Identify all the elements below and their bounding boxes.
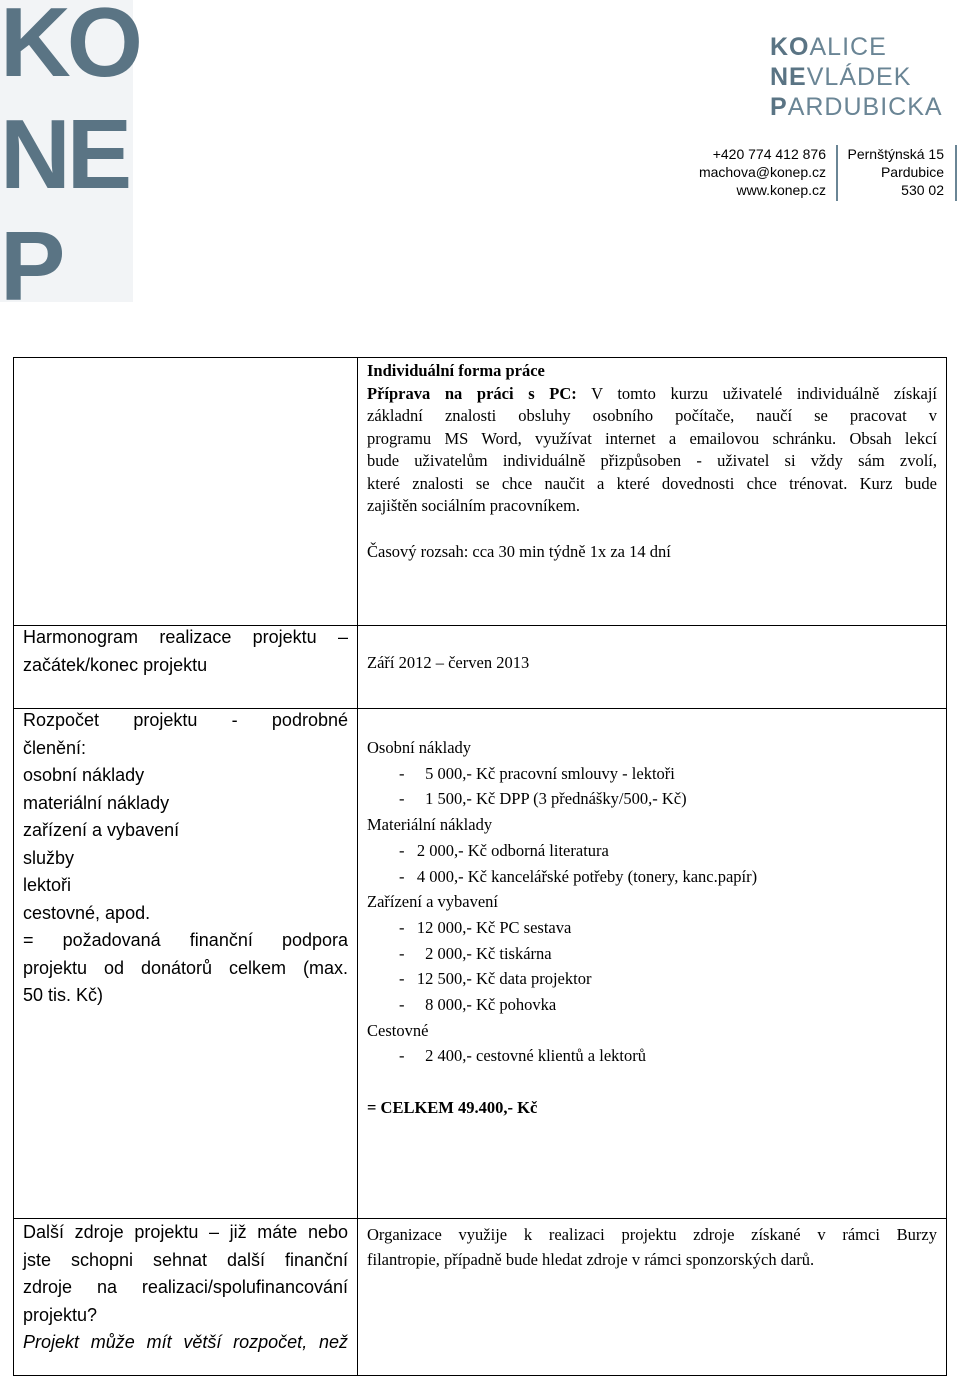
- organization-name: [770, 32, 943, 122]
- address-divider: [955, 145, 957, 201]
- description-line: programu MS Word, využívat internet a emailovou schránku. Obsah lekcí: [367, 428, 937, 448]
- italic-note: Projekt může mít větší rozpočet, než: [23, 1332, 348, 1352]
- org-name-line: KOALICE: [770, 33, 887, 61]
- description-line: které znalosti se chce naučit a které dovednosti chce trénovat. Kurz bude: [367, 473, 937, 493]
- address-street: Pernštýnská 15: [847, 146, 944, 162]
- contact-web[interactable]: www.konep.cz: [736, 182, 826, 198]
- budget-item: - 12 000,- Kč PC sestava: [399, 917, 572, 937]
- budget-group-title: Zařízení a vybavení: [367, 892, 499, 912]
- other-sources-value: Organizace využije k realizaci projektu zdroje získané v rámci Burzy filantropie, případně bude hledat zdroje v rámci sponzorských darů.: [367, 1225, 937, 1269]
- description-line: zajištěn sociálním pracovníkem.: [367, 496, 581, 515]
- logo-letter-row: P: [0, 211, 62, 321]
- logo-letter-row: KO: [0, 0, 139, 97]
- description-line: Příprava na práci s PC: V tomto kurzu uživatelé individuálně získají: [367, 383, 938, 403]
- contact-phone: +420 774 412 876: [712, 146, 826, 162]
- budget-group-title: Cestovné: [367, 1020, 429, 1040]
- budget-item: - 5 000,- Kč pracovní smlouvy - lektoři: [399, 763, 675, 783]
- konep-logo: [0, 0, 139, 321]
- budget-item: - 8 000,- Kč pohovka: [399, 995, 557, 1015]
- column-divider: [357, 357, 358, 1376]
- budget-item: - 4 000,- Kč kancelářské potřeby (tonery, kanc.papír): [399, 866, 758, 886]
- lead-label: Příprava na práci s PC:: [367, 383, 577, 403]
- description-line: bude uživatelům individuálně přizpůsoben - uživatel si vždy sám zvolí,: [367, 451, 937, 470]
- contact-divider: [836, 145, 838, 201]
- other-sources-label: Další zdroje projektu – již máte nebo jste schopni sehnat další finanční zdroje na realizaci/spolufinancování projektu? Projekt může mít větší rozpočet, než: [23, 1219, 348, 1357]
- address-zip: 530 02: [901, 182, 944, 198]
- address-info: [840, 145, 944, 199]
- section-heading: Individuální forma práce: [367, 361, 545, 380]
- contact-info: [660, 145, 826, 199]
- activity-description: [367, 360, 937, 563]
- org-name-line: NEVLÁDEK: [770, 63, 912, 91]
- budget-item: - 1 500,- Kč DPP (3 přednášky/500,- Kč): [399, 789, 687, 809]
- budget-item: - 2 400,- cestovné klientů a lektorů: [399, 1046, 646, 1066]
- harmonogram-value: Září 2012 – červen 2013: [367, 653, 530, 672]
- time-range: Časový rozsah: cca 30 min týdně 1x za 14 dní: [367, 541, 671, 561]
- logo-letter-row: NE: [0, 99, 129, 209]
- org-name-line: PARDUBICKA: [770, 93, 943, 121]
- logo-letters: [0, 0, 139, 322]
- budget-item: - 2 000,- Kč odborná literatura: [399, 840, 609, 860]
- budget-item: - 2 000,- Kč tiskárna: [399, 943, 552, 963]
- budget-total: = CELKEM 49.400,- Kč: [367, 1098, 538, 1118]
- budget-group-title: Materiální náklady: [367, 815, 493, 835]
- budget-label: Rozpočet projektu - podrobné členění: osobní náklady materiální náklady zařízení a vybavení služby lektoři cestovné, apod. = požadovaná finanční podpora projektu od donátorů celkem (max. 50 tis. Kč): [23, 710, 348, 1005]
- harmonogram-label: Harmonogram realizace projektu – začátek/konec projektu: [23, 627, 348, 675]
- contact-email[interactable]: machova@konep.cz: [698, 164, 826, 180]
- description-line: základní znalosti obsluhy osobního počítače, naučí se pracovat v: [367, 406, 937, 425]
- budget-group-title: Osobní náklady: [367, 738, 472, 757]
- budget-item: - 12 500,- Kč data projektor: [399, 969, 592, 989]
- budget-details: [367, 735, 937, 1121]
- address-city: Pardubice: [880, 164, 944, 180]
